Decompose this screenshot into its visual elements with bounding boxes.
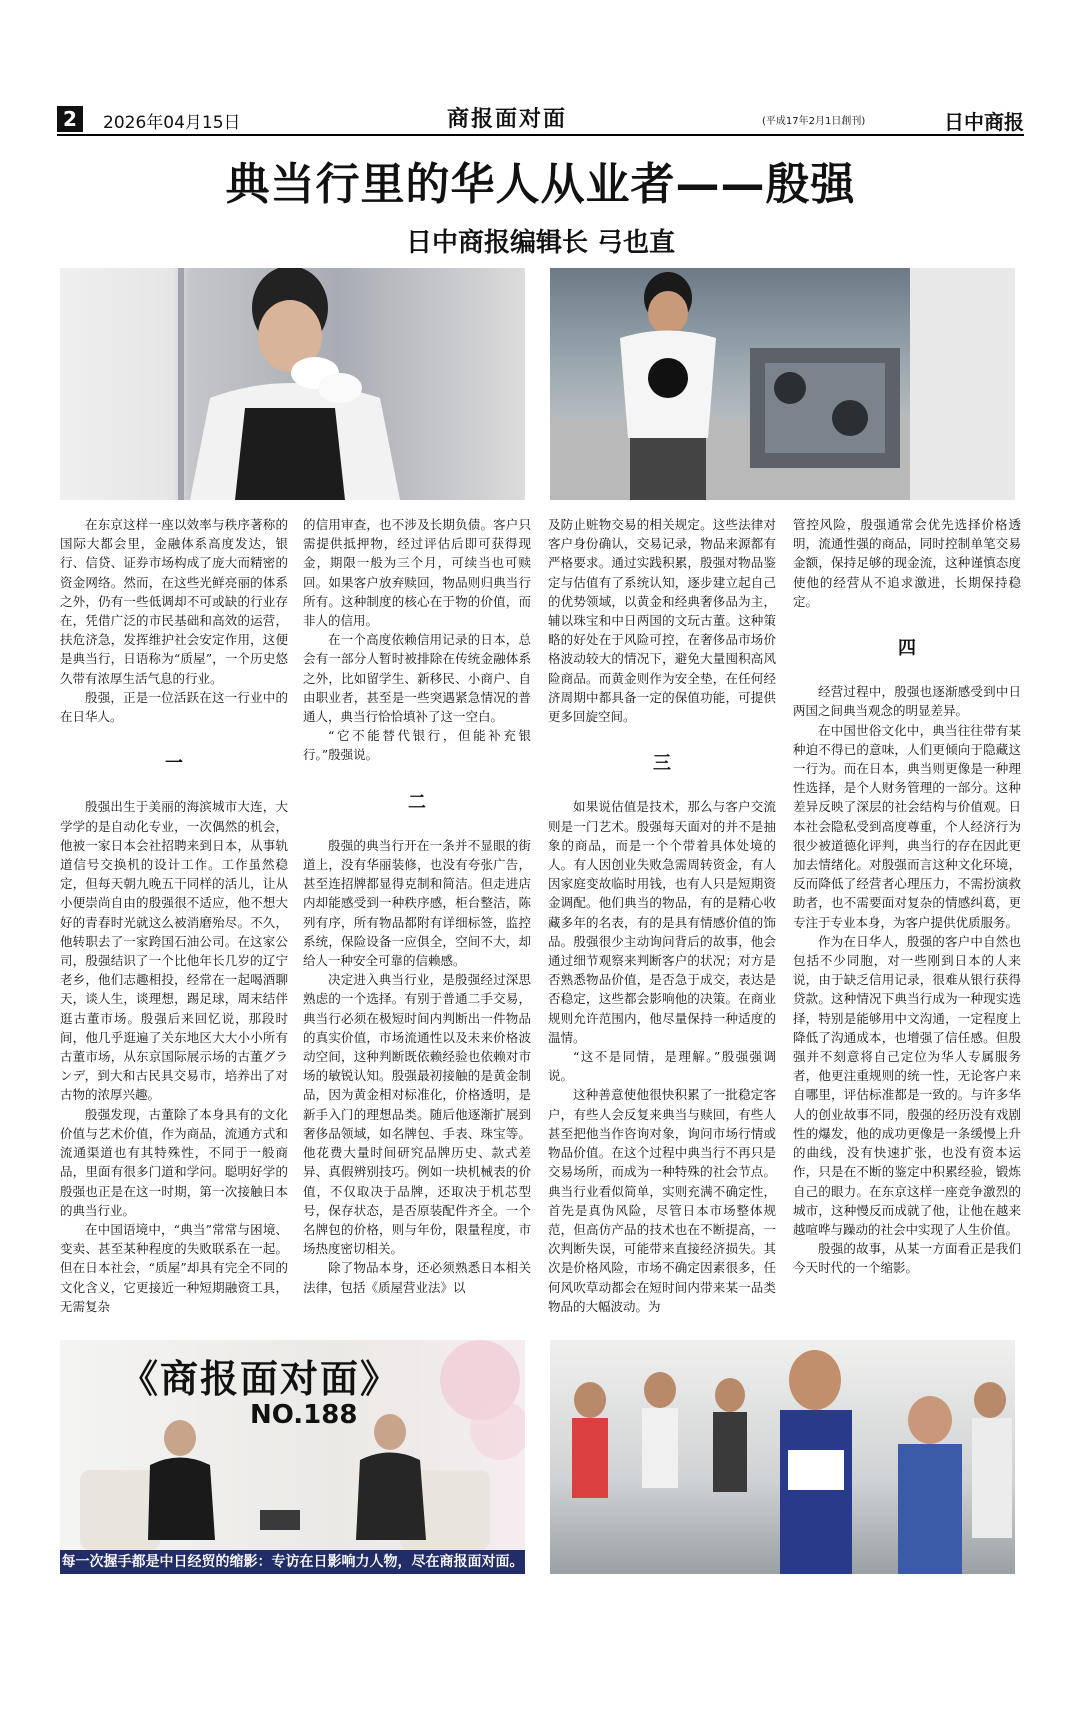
brand-logo: 日中商报 [944,110,1024,134]
promo-issue-number: NO.188 [250,1400,358,1430]
paragraph: 在一个高度依赖信用记录的日本，总会有一部分人暂时被排除在传统金融体系之外，比如留学生、新移民、小商户、自由职业者，甚至是一些突遇紧急情况的普通人，典当行恰恰填补了这一空白。 [303,632,531,725]
photo-appraisal [60,268,525,500]
photo-marathon [550,1340,1015,1574]
paragraph: 管控风险，殷强通常会优先选择价格透明，流通性强的商品，同时控制单笔交易金额，保持足够的现金流，这种谨慎态度使他的经营从不追求激进，长期保持稳定。 [793,517,1021,609]
paragraph: 决定进入典当行业，是殷强经过深思熟虑的一个选择。有别于普通二手交易，典当行必须在极短时间内判断出一件物品的真实价值，市场流通性以及未来价格波动空间，这种判断既依赖经验也依赖对市场的敏锐认知。殷强最初接触的是黄金制品，因为黄金相对标准化，价格透明，是新手入门的理想品类。随后他逐渐扩展到奢侈品领域，如名牌包、手表、珠宝等。他花费大量时间研究品牌历史、款式差异、真假辨别技巧。例如一块机械表的价值，不仅取决于品牌，还取决于机芯型号，保存状态，是否原装配件齐全。一个名牌包的价格，则与年份，限量程度，市场热度密切相关。 [303,972,531,1257]
paragraph: 殷强出生于美丽的海滨城市大连，大学学的是自动化专业，一次偶然的机会，他被一家日本会社招聘来到日本，从事轨道信号交换机的设计工作。工作虽然稳定，但每天朝九晚五干同样的活儿，让从小便崇尚自由的殷强很不适应，他不想大好的青春时光就这么被消磨殆尽。不久，他转职去了一家跨国石油公司。在这家公司，殷强结识了一个比他年长几岁的辽宁老乡，他们志趣相投，经常在一起喝酒聊天，谈人生，谈理想，踢足球，周末结伴逛古董市场。殷强后来回忆说，那段时间，他几乎逛遍了关东地区大大小小所有古董市场，从东京国际展示场的古董グランデ，到大和古民具交易市，培养出了对古物的浓厚兴趣。 [60,799,288,1103]
section-heading-3: 三 [653,753,671,775]
paragraph: 殷强的典当行开在一条并不显眼的街道上，没有华丽装修，也没有夸张广告，甚至连招牌都显得克制和简洁。但走进店内却能感受到一种秩序感，柜台整洁，陈列有序，所有物品都附有详细标签，监控系统，保险设备一应俱全，空间不大，却给人一种安全可靠的信赖感。 [303,837,531,969]
headline: 典当行里的华人从业者——殷强 [225,159,856,210]
byline: 日中商报编辑长 弓也直 [405,228,676,258]
paragraph: 殷强，正是一位活跃在这一行业中的在日华人。 [60,689,288,725]
issue-date: 2026年04月15日 [103,113,241,133]
paragraph: 在中国世俗文化中，典当往往带有某种迫不得已的意味，人们更倾向于隐藏这一行为。而在日本，典当则更像是一种理性选择，是个人财务管理的一部分。这种差异反映了深层的社会结构与价值观。日本社会隐私受到高度尊重，个人经济行为很少被道德化评判，典当行的存在因此更加去情绪化。对殷强而言这种文化环境，反而降低了经营者心理压力，不需扮演救助者，也不需要面对复杂的情感纠葛，更专注于专业本身，为客户提供优质服务。 [793,722,1021,930]
paragraph: 在东京这样一座以效率与秩序著称的国际大都会里，金融体系高度发达，银行、信贷、证券市场构成了庞大而精密的资金网络。然而，在这些光鲜亮丽的体系之外，仍有一些低调却不可或缺的行业存在，凭借广泛的市民基础和高效的运营，扶危济急，发挥维护社会安定作用，这便是典当行，日语称为“质屋”，一个历史悠久带有浓厚生活气息的行业。 [60,517,288,686]
section-heading-1: 一 [165,753,183,775]
section-heading-2: 二 [408,791,426,813]
section-heading-4: 四 [898,638,916,660]
column-name: 商报面对面 [447,106,568,132]
founded-note: (平成17年2月1日創刊) [762,116,866,127]
promo-interview-banner [60,1340,525,1574]
photo-engine-display [550,268,1015,500]
paragraph: 除了物品本身，还必须熟悉日本相关法律，包括《质屋营业法》以 [303,1260,531,1295]
photo-appraisal-figure [60,268,525,500]
paragraph: 殷强发现，古董除了本身具有的文化价值与艺术价值，作为商品，流通方式和流通渠道也有其特殊性，不同于一般商品，里面有很多门道和学问。聪明好学的殷强也正是在这一时期，第一次接触日本的典当行业。 [60,1106,288,1218]
paragraph: 经营过程中，殷强也逐渐感受到中日两国之间典当观念的明显差异。 [793,684,1021,719]
column-4 [793,515,1021,1278]
promo-title: 《商报面对面》 [120,1356,401,1401]
paragraph: 的信用审查，也不涉及长期负债。客户只需提供抵押物，经过评估后即可获得现金，期限一般为三个月，可续当也可赎回。如果客户放弃赎回，物品则归典当行所有。这种制度的核心在于物的价值，而非人的信用。 [303,517,531,629]
photo-marathon-figure [550,1340,1015,1574]
paragraph: “它不能替代银行，但能补充银行。”殷强说。 [303,728,531,763]
page-header [57,102,1024,136]
paragraph: 及防止赃物交易的相关规定。这些法律对客户身份确认，交易记录，物品来源都有严格要求。通过实践积累，殷强对物品鉴定与估值有了系统认知，逐步建立起自己的优势领域，以黄金和经典奢侈品为主，辅以珠宝和中日两国的文玩古董。这种策略的好处在于风险可控，在奢侈品市场价格波动较大的情况下，避免大量囤积高风险商品。而黄金则作为安全垫，在任何经济周期中都具备一定的保值功能，可提供更多回旋空间。 [548,517,776,725]
paragraph: 如果说估值是技术，那么与客户交流则是一门艺术。殷强每天面对的并不是抽象的商品，而是一个个带着具体处境的人。有人因创业失败急需周转资金，有人因家庭变故临时用钱，也有人只是短期资金调配。他们典当的物品，有的是精心收藏多年的名表，有的是具有情感价值的饰品。殷强很少主动询问背后的故事，他会通过细节观察来判断客户的状况；对方是否熟悉物品价值，是否急于成交，表达是否稳定，这些都会影响他的决策。在商业规则允许范围内，他尽量保持一种适度的温情。 [548,799,776,1045]
column-2 [303,515,531,1297]
photo-engine-figure [550,268,1015,500]
promo-tagline: 每一次握手都是中日经贸的缩影：专访在日影响力人物，尽在商报面对面。 [60,1550,525,1574]
paragraph: 作为在日华人，殷强的客户中自然也包括不少同胞，对一些刚到日本的人来说，由于缺乏信用记录，很难从银行获得贷款。这种情况下典当行成为一种现实选择，特别是能够用中文沟通，一定程度上降低了沟通成本，也增强了信任感。但殷强并不刻意将自己定位为华人专属服务者，他更注重规则的统一性，无论客户来自哪里，评估标准都是一致的。与许多华人的创业故事不同，殷强的经历没有戏剧性的爆发，他的成功更像是一条缓慢上升的曲线，没有快速扩张，也没有资本运作，只是在不断的鉴定中积累经验，锻炼自己的眼力。在东京这样一座竞争激烈的城市，这种慢反而成就了他，让他在越来越喧哗与躁动的社会中实现了人生价值。 [793,933,1021,1237]
column-3 [548,515,776,1316]
column-1 [60,515,288,1316]
paragraph: 这种善意使他很快积累了一批稳定客户，有些人会反复来典当与赎回，有些人甚至把他当作咨询对象，询问市场行情或物品价值。在这个过程中典当行不再只是交易场所，而成为一种特殊的社会节点。典当行业看似简单，实则充满不确定性，首先是真伪风险，尽管日本市场整体规范，但高仿产品的技术也在不断提高，一次判断失误，可能带来直接经济损失。其次是价格风险，市场不确定因素很多，任何风吹草动都会在短时间内带来某一品类物品的大幅波动。为 [548,1087,776,1314]
paragraph: 在中国语境中，“典当”常常与困境、变卖、甚至某种程度的失败联系在一起。但在日本社会，“质屋”却具有完全不同的文化含义，它更接近一种短期融资工具，无需复杂 [60,1221,288,1314]
page-number: 2 [57,106,83,132]
paragraph: 殷强的故事，从某一方面看正是我们今天时代的一个缩影。 [793,1241,1021,1276]
paragraph: “这不是同情，是理解。”殷强强调说。 [548,1049,776,1084]
